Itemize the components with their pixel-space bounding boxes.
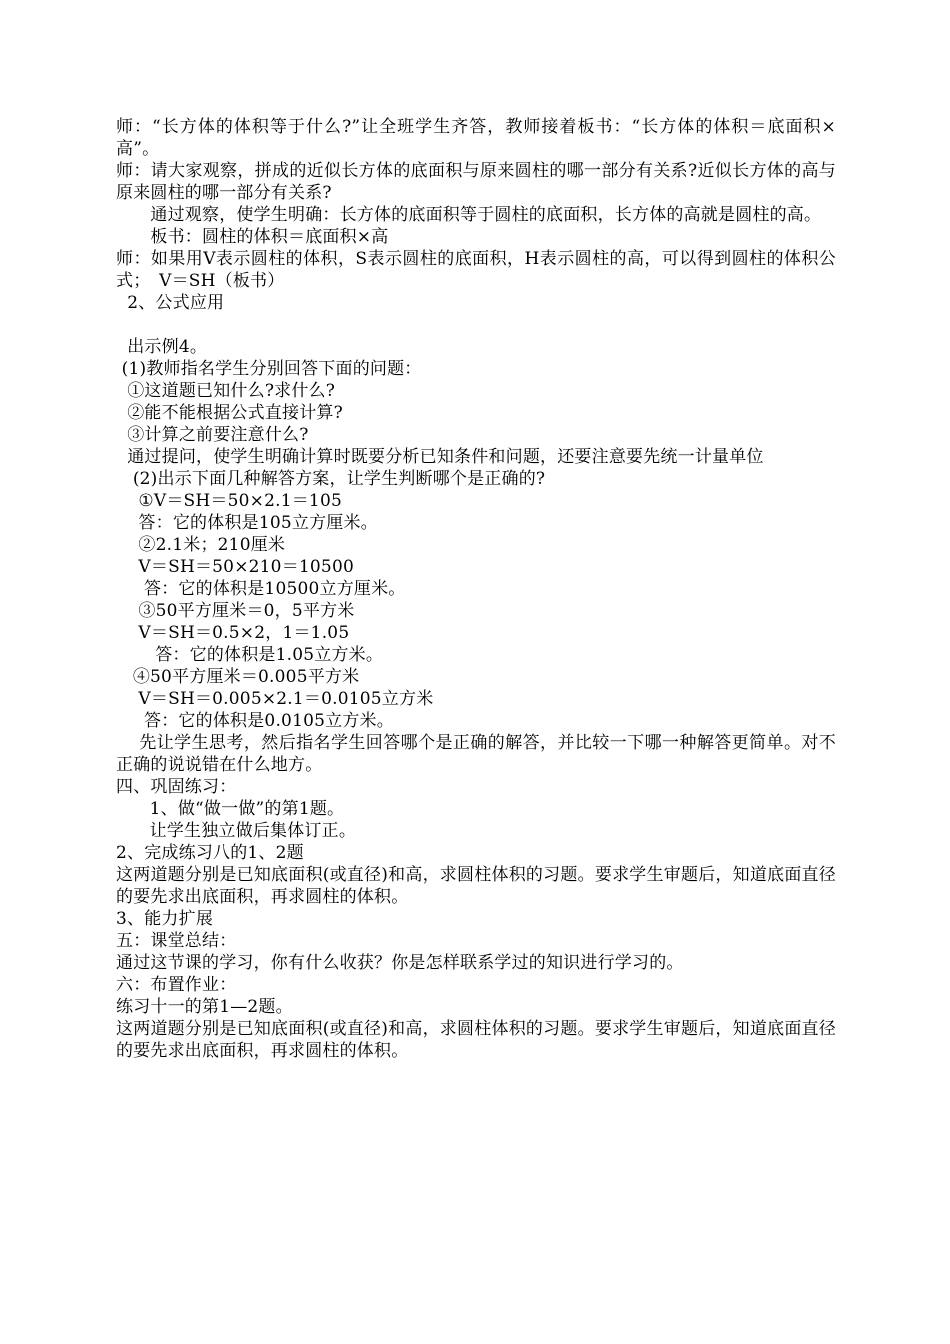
list-item-question-3: ③计算之前要注意什么? — [116, 425, 309, 445]
solution-1-formula: ①V＝SH＝50×2.1＝105 — [116, 491, 342, 511]
section-heading-summary: 五：课堂总结： — [116, 931, 237, 951]
solution-3-answer: 答：它的体积是1.05立方米。 — [116, 645, 384, 665]
blank-line — [116, 314, 836, 336]
practice-item-1: 1、做“做一做”的第1题。 — [116, 799, 345, 819]
paragraph-observation: 通过观察，使学生明确：长方体的底面积等于圆柱的底面积，长方体的高就是圆柱的高。 — [116, 205, 822, 225]
paragraph-solution-intro: (2)出示下面几种解答方案，让学生判断哪个是正确的? — [116, 469, 546, 489]
solution-2-formula: V＝SH＝50×210＝10500 — [116, 557, 354, 577]
solution-4-formula: V＝SH＝0.005×2.1＝0.0105立方米 — [116, 689, 434, 709]
paragraph-discussion: 先让学生思考，然后指名学生回答哪个是正确的解答，并比较一下哪一种解答更简单。对不正确的说说错在什么地方。 — [116, 733, 836, 775]
solution-1-answer: 答：它的体积是105立方厘米。 — [116, 513, 378, 533]
solution-4-answer: 答：它的体积是0.0105立方米。 — [116, 711, 394, 731]
section-heading-practice: 四、巩固练习： — [116, 777, 237, 797]
list-item-question-1: ①这道题已知什么?求什么? — [116, 381, 336, 401]
practice-item-2: 2、完成练习八的1、2题 — [116, 843, 304, 863]
solution-2-answer: 答：它的体积是10500立方厘米。 — [116, 579, 406, 599]
paragraph-summary: 通过这节课的学习，你有什么收获？你是怎样联系学过的知识进行学习的。 — [116, 953, 684, 973]
paragraph-homework-description: 这两道题分别是已知底面积(或直径)和高，求圆柱体积的习题。要求学生审题后，知道底面直径的要先求出底面积，再求圆柱的体积。 — [116, 1019, 836, 1061]
solution-2-conversion: ②2.1米；210厘米 — [116, 535, 286, 555]
paragraph-teacher-question-2: 师：请大家观察，拼成的近似长方体的底面积与原来圆柱的哪一部分有关系?近似长方体的高与原来圆柱的哪一部分有关系? — [116, 161, 836, 203]
solution-3-conversion: ③50平方厘米＝0，5平方米 — [116, 601, 355, 621]
list-item-question-2: ②能不能根据公式直接计算? — [116, 403, 343, 423]
solution-4-conversion: ④50平方厘米＝0.005平方米 — [116, 667, 360, 687]
paragraph-board-formula: 板书：圆柱的体积＝底面积×高 — [116, 227, 389, 247]
paragraph-unit-note: 通过提问，使学生明确计算时既要分析已知条件和问题，还要注意要先统一计量单位 — [116, 447, 764, 467]
document-body — [116, 116, 836, 1062]
paragraph-homework: 练习十一的第1—2题。 — [116, 997, 293, 1017]
practice-item-3: 3、能力扩展 — [116, 909, 214, 929]
solution-3-formula: V＝SH＝0.5×2，1＝1.05 — [116, 623, 350, 643]
paragraph-teacher-question-1: 师：“长方体的体积等于什么?”让全班学生齐答，教师接着板书：“长方体的体积＝底面积×高”。 — [116, 117, 836, 159]
section-heading-homework: 六：布置作业： — [116, 975, 237, 995]
paragraph-volume-formula: 师：如果用V表示圆柱的体积，S表示圆柱的底面积，H表示圆柱的高，可以得到圆柱的体积公式； V＝SH（板书） — [116, 249, 836, 291]
paragraph-question-intro: (1)教师指名学生分别回答下面的问题： — [116, 359, 422, 379]
section-heading-formula-application: 2、公式应用 — [116, 293, 225, 313]
practice-item-2-description: 这两道题分别是已知底面积(或直径)和高，求圆柱体积的习题。要求学生审题后，知道底面直径的要先求出底面积，再求圆柱的体积。 — [116, 865, 836, 907]
paragraph-example-4: 出示例4。 — [116, 337, 208, 357]
practice-item-1-note: 让学生独立做后集体订正。 — [116, 821, 357, 841]
